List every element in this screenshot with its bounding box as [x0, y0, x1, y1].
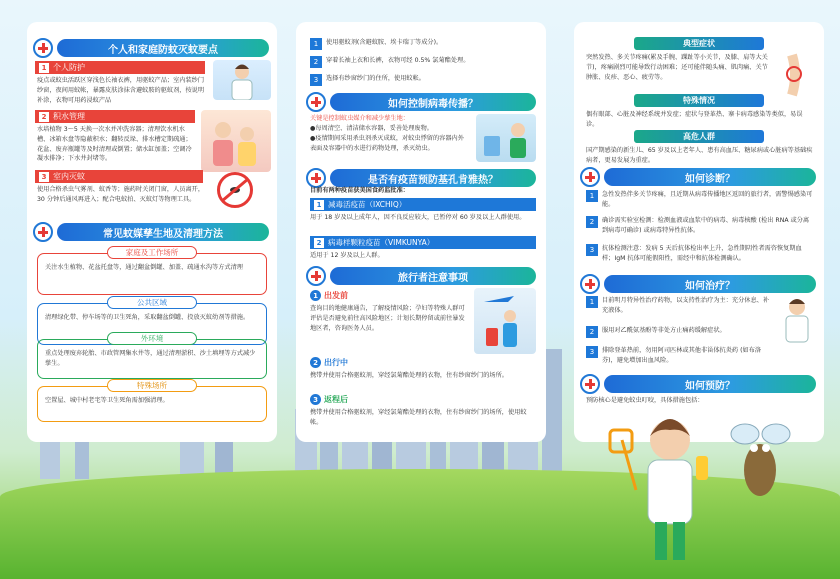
- medical-cross-icon: [306, 92, 326, 112]
- highlight-text: 关键是控制蚊虫媒介和减少孳生地：: [310, 115, 409, 122]
- body-text: 目前有两种疫苗获美国食药监批准：: [310, 187, 409, 194]
- body-text: 疫点或蚊虫活跃区穿浅色长袖衣裤，用驱蚊产品；室内装纱门纱窗，夜间用蚊帐，暴露皮肤涂抹含避蚊胺的驱蚊剂，按说明补涂，衣物可用药浸蚊产品: [37, 77, 205, 104]
- medical-cross-icon: [33, 222, 53, 242]
- body-text: 水培植物 3～5 天换一次水并冲洗容器；清理饮水机水槽、冰箱水盘等隐蔽积水；翻转反垛、排水槽定期疏通；花盆、废弃瓶罐等及时清理或倒置；储水缸加盖；空调冷凝水排净；下水井封堵等。: [37, 126, 192, 163]
- subsection-header: 1 个人防护: [35, 61, 205, 74]
- travel-stage: 1 出发前: [310, 289, 348, 302]
- section-title: 旅行者注意事项: [330, 267, 536, 285]
- medical-cross-icon: [580, 167, 600, 187]
- body-text: 突然发热、多关节疼痛(累及手腕、踝趾等小关节，及膝、肩等大关节)，疼痛剧烈可能导致行动困难；还可能伴随头痛、肌肉痛、关节肿胀、皮疹、恶心、疲劳等。: [586, 54, 768, 81]
- no-mosquito-icon: [217, 172, 253, 208]
- tip-row: 3 选择有纱窗纱门的住所，使用蚊帐。: [310, 74, 536, 86]
- medical-cross-icon: [306, 168, 326, 188]
- section-title: 如何预防？: [604, 375, 816, 393]
- diagnosis-row: 1 急性发热伴多关节疼痛，且近期从病毒传播地区返回的旅行者，需警惕感染可能。: [586, 190, 814, 210]
- section-title: 个人和家庭防蚊灭蚊要点: [57, 39, 269, 57]
- treatment-row: 1 目前明月特异性治疗药物，以支持性治疗为主：充分休息、补充液体。: [586, 296, 770, 316]
- diagnosis-row: 2 确诊需实验室检测：检测血液或血浆中的病毒、病毒核酸 (检出 RNA 或分离到病毒可确诊) 或病毒特异性抗体。: [586, 216, 814, 236]
- body-text: ●疫情期间采用杀虫剂杀灭成蚊，对蚊虫悸留的容器内外表面及容器中的水进行药物处理，杀灭幼虫。: [310, 135, 464, 152]
- traveler-illustration: [474, 288, 536, 354]
- medical-cross-icon: [306, 266, 326, 286]
- diagnosis-row: 3 抗体检测注意：发病 5 天后抗体检出率上升，急性期阴性者需咨恢复期血样；IgM 抗体可能假阳性，需经中和抗体检测确认。: [586, 244, 814, 264]
- medical-cross-icon: [580, 274, 600, 294]
- body-text: 查询目的地健康通告，了解疫情风险；孕妇等特殊人群可评估是否避免前往高风险地区；计划长期停留或前往暴发地区者，咨询医务人员。: [310, 305, 465, 332]
- section-title: 如何诊断？: [604, 168, 816, 186]
- panel-right: [574, 22, 824, 442]
- subsection-header: 2 积水管理: [35, 110, 195, 123]
- body-text: 携带并使用合格驱蚊剂，穿经氯菊酯处理的衣物，住有纱窗纱门的场所，使用蚊帐。: [310, 409, 527, 426]
- body-text: 重点处理废弃轮胎、市政管网集水井等，通过清理淤积、沙土填埋等方式减少孳生。: [45, 350, 256, 367]
- body-text: ●每周清空、清洁储水容器，妥善处理废物。: [310, 125, 433, 132]
- doctor-mascot-illustration: [600, 400, 800, 570]
- symptom-header: 高危人群: [634, 130, 764, 143]
- section-title: 常见蚊媒孳生地及清理方法: [57, 223, 269, 241]
- habitat-label: 家庭及工作场所: [107, 246, 197, 259]
- body-text: 偶有眼部、心脏及神经系统并发症；症状与登革热、寨卡病毒感染等类似，易误诊。: [586, 111, 803, 128]
- section-title: 如何控制病毒传播？: [330, 93, 536, 111]
- panel-left: [27, 22, 277, 442]
- section-title: 是否有疫苗预防基孔肯雅热？: [330, 169, 536, 187]
- travel-stage: 3 返程后: [310, 393, 348, 406]
- body-text: 预防核心是避免蚊虫叮咬，具体措施包括：: [586, 397, 704, 404]
- body-text: 携带并使用合格驱蚊剂，穿经氯菊酯处理的衣物，住有纱窗纱门的场所。: [310, 372, 508, 379]
- body-text: 国产期感染的新生儿、65 岁及以上老年人、患有高血压、糖尿病或心脏病等基础疾病者，更易发展为重症。: [586, 147, 813, 164]
- body-text: 使用合格杀虫气雾剂、蚊香等；施药时关闭门窗，人员离开，30 分钟后通风再进入；配合电蚊拍、灭蚊灯等物理工具。: [37, 186, 205, 203]
- treatment-row: 2 服用对乙酰氨基酚等非处方止痛药缓解症状。: [586, 326, 770, 338]
- symptom-header: 特殊情况: [634, 94, 764, 107]
- joint-pain-illustration: [778, 50, 818, 100]
- vaccine-header: 1 减毒活疫苗（IXCHIQ）: [310, 198, 536, 211]
- travel-stage: 2 出行中: [310, 356, 348, 369]
- habitat-label: 公共区域: [107, 296, 197, 309]
- treatment-row: 3 排除登革热前，勿用阿司匹林或其他非甾体抗炎药 (如布洛芬)，避免增加出血风险。: [586, 346, 770, 366]
- medical-cross-icon: [33, 38, 53, 58]
- doctor-illustration: [778, 296, 816, 344]
- subsection-header: 3 室内灭蚊: [35, 170, 203, 183]
- section-title: 如何治疗？: [604, 275, 816, 293]
- tip-row: 1 使用驱蚊剂(含避蚊胺、埃卡瑞丁等成分)。: [310, 38, 536, 50]
- panel-middle: [296, 22, 546, 442]
- symptom-header: 典型症状: [634, 37, 764, 50]
- habitat-label: 特殊场所: [107, 379, 197, 392]
- habitat-box: [37, 253, 267, 295]
- tip-row: 2 穿着长袖上衣和长裤，衣物可经 0.5% 氯菊酯处理。: [310, 56, 536, 68]
- body-text: 空置屋、城中村老宅等卫生死角需加强清理。: [45, 397, 169, 404]
- family-illustration: [201, 110, 271, 172]
- medical-cross-icon: [580, 374, 600, 394]
- body-text: 关注水生植物、花盆托盘等，通过翻盆倒罐、加盖、疏通水沟等方式清理: [45, 264, 243, 271]
- vaccine-header: 2 病毒样颗粒疫苗（VIMKUNYA）: [310, 236, 536, 249]
- doctor-illustration: [213, 60, 271, 100]
- mosquito-control-illustration: [476, 114, 536, 162]
- habitat-label: 外环境: [107, 332, 197, 345]
- body-text: 用于 18 岁及以上成年人，因不良反应较大，已暂停对 60 岁及以上人群使用。: [310, 214, 526, 221]
- body-text: 适用于 12 岁及以上人群。: [310, 252, 384, 259]
- body-text: 清理绿化带、停车场等的卫生死角，采取翻盆倒罐、投放灭蚊幼剂等措施。: [45, 314, 250, 321]
